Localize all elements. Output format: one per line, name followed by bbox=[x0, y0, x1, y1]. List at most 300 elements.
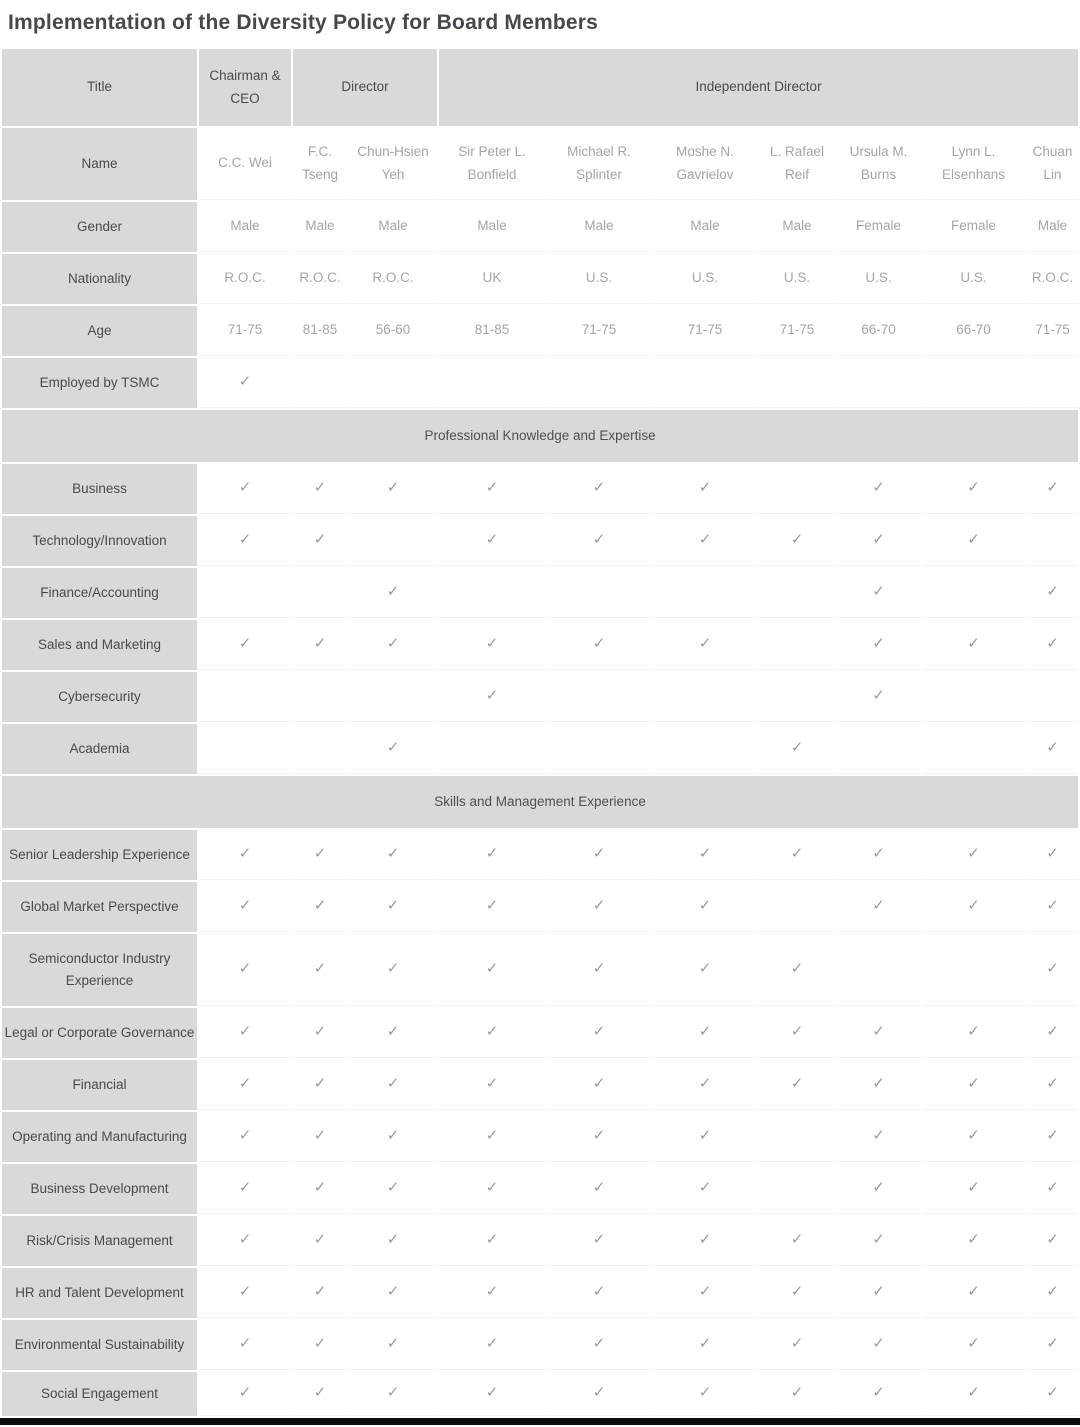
check-cell bbox=[653, 672, 757, 722]
check-icon: ✓ bbox=[485, 897, 499, 915]
row-label: Finance/Accounting bbox=[2, 568, 197, 618]
value-cell: 66-70 bbox=[837, 306, 920, 356]
check-cell bbox=[349, 1164, 437, 1214]
value-cell: U.S. bbox=[759, 254, 835, 304]
check-cell bbox=[293, 358, 347, 408]
check-cell bbox=[837, 1216, 920, 1266]
check-icon: ✓ bbox=[1046, 479, 1059, 497]
check-cell bbox=[922, 1164, 1025, 1214]
check-cell bbox=[439, 1112, 545, 1162]
table-row bbox=[2, 1320, 1078, 1370]
check-icon: ✓ bbox=[238, 635, 252, 653]
check-cell bbox=[349, 934, 437, 1006]
check-icon: ✓ bbox=[967, 479, 980, 497]
check-icon: ✓ bbox=[1046, 960, 1059, 978]
value-cell: Male bbox=[759, 202, 835, 252]
value-cell: C.C. Wei bbox=[199, 128, 291, 200]
check-cell bbox=[199, 1060, 291, 1110]
check-icon: ✓ bbox=[592, 845, 606, 863]
value-cell: Male bbox=[199, 202, 291, 252]
check-cell bbox=[349, 882, 437, 932]
check-icon: ✓ bbox=[485, 1384, 499, 1402]
check-cell bbox=[349, 1112, 437, 1162]
check-cell bbox=[439, 1164, 545, 1214]
check-icon: ✓ bbox=[313, 479, 327, 497]
page-title: Implementation of the Diversity Policy for Board Members bbox=[8, 11, 598, 34]
check-icon: ✓ bbox=[386, 960, 400, 978]
check-cell bbox=[653, 1112, 757, 1162]
check-cell bbox=[653, 1008, 757, 1058]
check-cell bbox=[759, 1164, 835, 1214]
value-cell: Moshe N. Gavrielov bbox=[653, 128, 757, 200]
value-cell: 71-75 bbox=[759, 306, 835, 356]
check-cell bbox=[349, 620, 437, 670]
table-row bbox=[2, 1268, 1078, 1318]
check-icon: ✓ bbox=[967, 1179, 980, 1197]
check-cell bbox=[1027, 1216, 1078, 1266]
row-label: Employed by TSMC bbox=[2, 358, 197, 408]
column-group-header: Chairman & CEO bbox=[199, 49, 291, 126]
check-cell bbox=[653, 1320, 757, 1370]
check-cell bbox=[199, 1112, 291, 1162]
value-cell: U.S. bbox=[547, 254, 651, 304]
check-cell bbox=[293, 882, 347, 932]
check-cell bbox=[922, 1372, 1025, 1416]
check-icon: ✓ bbox=[238, 1023, 252, 1041]
row-label: Academia bbox=[2, 724, 197, 774]
check-cell bbox=[547, 516, 651, 566]
check-icon: ✓ bbox=[698, 1231, 712, 1249]
check-icon: ✓ bbox=[967, 1023, 980, 1041]
value-cell: Male bbox=[547, 202, 651, 252]
check-cell bbox=[439, 724, 545, 774]
table-row bbox=[2, 830, 1078, 880]
check-icon: ✓ bbox=[238, 1335, 252, 1353]
value-cell: L. Rafael Reif bbox=[759, 128, 835, 200]
check-icon: ✓ bbox=[386, 583, 400, 601]
value-cell: R.O.C. bbox=[349, 254, 437, 304]
check-cell bbox=[439, 934, 545, 1006]
check-cell bbox=[439, 830, 545, 880]
value-cell: R.O.C. bbox=[293, 254, 347, 304]
check-icon: ✓ bbox=[872, 635, 885, 653]
check-cell bbox=[293, 724, 347, 774]
check-cell bbox=[837, 1320, 920, 1370]
table-body bbox=[2, 49, 1078, 1416]
check-cell bbox=[653, 1372, 757, 1416]
check-cell bbox=[653, 934, 757, 1006]
table-row bbox=[2, 128, 1078, 200]
check-icon: ✓ bbox=[485, 960, 499, 978]
check-icon: ✓ bbox=[967, 1127, 980, 1145]
check-icon: ✓ bbox=[485, 635, 499, 653]
check-cell bbox=[349, 568, 437, 618]
check-cell bbox=[653, 1060, 757, 1110]
check-icon: ✓ bbox=[967, 1231, 980, 1249]
value-cell: Male bbox=[1027, 202, 1078, 252]
value-cell: Female bbox=[922, 202, 1025, 252]
value-cell: 81-85 bbox=[439, 306, 545, 356]
table-row bbox=[2, 1216, 1078, 1266]
check-cell bbox=[837, 934, 920, 1006]
check-cell bbox=[439, 1320, 545, 1370]
check-cell bbox=[349, 1320, 437, 1370]
check-cell bbox=[1027, 358, 1078, 408]
check-icon: ✓ bbox=[313, 1231, 327, 1249]
check-cell bbox=[922, 620, 1025, 670]
check-icon: ✓ bbox=[872, 1179, 885, 1197]
check-icon: ✓ bbox=[313, 1179, 327, 1197]
check-icon: ✓ bbox=[698, 635, 712, 653]
check-cell bbox=[837, 568, 920, 618]
check-icon: ✓ bbox=[313, 1384, 327, 1402]
check-icon: ✓ bbox=[592, 1283, 606, 1301]
check-icon: ✓ bbox=[238, 479, 252, 497]
check-cell bbox=[759, 672, 835, 722]
check-icon: ✓ bbox=[967, 1075, 980, 1093]
check-icon: ✓ bbox=[872, 1075, 885, 1093]
table-row bbox=[2, 516, 1078, 566]
row-label: Legal or Corporate Governance bbox=[2, 1008, 197, 1058]
check-icon: ✓ bbox=[592, 1231, 606, 1249]
check-icon: ✓ bbox=[592, 1335, 606, 1353]
check-icon: ✓ bbox=[386, 1023, 400, 1041]
check-icon: ✓ bbox=[592, 1023, 606, 1041]
check-icon: ✓ bbox=[238, 1231, 252, 1249]
check-cell bbox=[547, 1216, 651, 1266]
table-row bbox=[2, 306, 1078, 356]
check-cell bbox=[759, 358, 835, 408]
row-label: Global Market Perspective bbox=[2, 882, 197, 932]
table-row bbox=[2, 202, 1078, 252]
check-cell bbox=[653, 358, 757, 408]
check-icon: ✓ bbox=[872, 687, 885, 705]
check-cell bbox=[653, 830, 757, 880]
check-cell bbox=[759, 830, 835, 880]
table-row bbox=[2, 568, 1078, 618]
check-icon: ✓ bbox=[698, 1384, 712, 1402]
check-cell bbox=[759, 882, 835, 932]
check-cell bbox=[349, 830, 437, 880]
check-icon: ✓ bbox=[313, 960, 327, 978]
check-cell bbox=[837, 672, 920, 722]
table-row bbox=[2, 1112, 1078, 1162]
check-cell bbox=[199, 830, 291, 880]
check-cell bbox=[1027, 568, 1078, 618]
check-icon: ✓ bbox=[1046, 1283, 1059, 1301]
board-diversity-table bbox=[0, 47, 1080, 1418]
check-cell bbox=[922, 568, 1025, 618]
check-cell bbox=[922, 724, 1025, 774]
value-cell: Female bbox=[837, 202, 920, 252]
row-label: Cybersecurity bbox=[2, 672, 197, 722]
check-cell bbox=[547, 358, 651, 408]
check-cell bbox=[349, 1372, 437, 1416]
check-cell bbox=[653, 1268, 757, 1318]
column-group-header: Independent Director bbox=[439, 49, 1078, 126]
row-label: Financial bbox=[2, 1060, 197, 1110]
check-cell bbox=[1027, 1268, 1078, 1318]
check-cell bbox=[199, 1164, 291, 1214]
check-icon: ✓ bbox=[313, 1023, 327, 1041]
check-icon: ✓ bbox=[967, 897, 980, 915]
row-label: Sales and Marketing bbox=[2, 620, 197, 670]
check-cell bbox=[547, 1112, 651, 1162]
check-cell bbox=[293, 620, 347, 670]
row-label: Social Engagement bbox=[2, 1372, 197, 1416]
check-cell bbox=[199, 724, 291, 774]
check-icon: ✓ bbox=[1046, 897, 1059, 915]
check-cell bbox=[439, 1216, 545, 1266]
check-cell bbox=[293, 1164, 347, 1214]
value-cell: 66-70 bbox=[922, 306, 1025, 356]
check-cell bbox=[837, 1060, 920, 1110]
check-cell bbox=[199, 882, 291, 932]
check-cell bbox=[653, 464, 757, 514]
check-cell bbox=[653, 724, 757, 774]
check-cell bbox=[759, 1008, 835, 1058]
check-cell bbox=[547, 1268, 651, 1318]
check-cell bbox=[837, 1372, 920, 1416]
check-cell bbox=[759, 724, 835, 774]
value-cell: R.O.C. bbox=[199, 254, 291, 304]
row-label: Age bbox=[2, 306, 197, 356]
check-cell bbox=[1027, 464, 1078, 514]
check-icon: ✓ bbox=[1046, 1023, 1059, 1041]
check-cell bbox=[759, 1112, 835, 1162]
check-icon: ✓ bbox=[386, 1075, 400, 1093]
check-icon: ✓ bbox=[485, 1127, 499, 1145]
value-cell: Male bbox=[293, 202, 347, 252]
check-icon: ✓ bbox=[790, 960, 804, 978]
value-cell: 71-75 bbox=[1027, 306, 1078, 356]
check-cell bbox=[199, 1008, 291, 1058]
value-cell: Male bbox=[349, 202, 437, 252]
check-icon: ✓ bbox=[967, 1283, 980, 1301]
table-row bbox=[2, 1008, 1078, 1058]
check-cell bbox=[922, 1320, 1025, 1370]
check-icon: ✓ bbox=[1046, 1179, 1059, 1197]
check-cell bbox=[837, 464, 920, 514]
check-cell bbox=[837, 1164, 920, 1214]
row-label: Gender bbox=[2, 202, 197, 252]
row-label: Name bbox=[2, 128, 197, 200]
check-cell bbox=[349, 516, 437, 566]
check-icon: ✓ bbox=[313, 635, 327, 653]
check-icon: ✓ bbox=[1046, 845, 1059, 863]
check-cell bbox=[547, 568, 651, 618]
check-cell bbox=[199, 1372, 291, 1416]
check-icon: ✓ bbox=[872, 531, 885, 549]
check-icon: ✓ bbox=[967, 1335, 980, 1353]
check-cell bbox=[922, 358, 1025, 408]
check-icon: ✓ bbox=[386, 739, 400, 757]
check-cell bbox=[1027, 516, 1078, 566]
check-icon: ✓ bbox=[485, 1231, 499, 1249]
check-cell bbox=[199, 672, 291, 722]
check-cell bbox=[293, 672, 347, 722]
row-label: Technology/Innovation bbox=[2, 516, 197, 566]
check-icon: ✓ bbox=[592, 1384, 606, 1402]
table-row bbox=[2, 464, 1078, 514]
check-icon: ✓ bbox=[592, 531, 606, 549]
check-cell bbox=[199, 1320, 291, 1370]
check-icon: ✓ bbox=[790, 1075, 804, 1093]
check-icon: ✓ bbox=[790, 1023, 804, 1041]
column-group-header: Director bbox=[293, 49, 437, 126]
check-cell bbox=[922, 882, 1025, 932]
check-cell bbox=[759, 1320, 835, 1370]
value-cell: 71-75 bbox=[199, 306, 291, 356]
check-cell bbox=[759, 516, 835, 566]
check-icon: ✓ bbox=[967, 1384, 980, 1402]
check-cell bbox=[1027, 1164, 1078, 1214]
row-label: Business Development bbox=[2, 1164, 197, 1214]
check-icon: ✓ bbox=[485, 1335, 499, 1353]
check-cell bbox=[653, 620, 757, 670]
check-cell bbox=[837, 1112, 920, 1162]
check-cell bbox=[547, 830, 651, 880]
check-icon: ✓ bbox=[238, 897, 252, 915]
check-icon: ✓ bbox=[386, 897, 400, 915]
check-icon: ✓ bbox=[238, 531, 252, 549]
row-label: Risk/Crisis Management bbox=[2, 1216, 197, 1266]
check-icon: ✓ bbox=[872, 897, 885, 915]
check-icon: ✓ bbox=[485, 1023, 499, 1041]
check-icon: ✓ bbox=[872, 1384, 885, 1402]
table-row bbox=[2, 672, 1078, 722]
row-label: Title bbox=[2, 49, 197, 126]
value-cell: U.S. bbox=[837, 254, 920, 304]
check-icon: ✓ bbox=[238, 1283, 252, 1301]
check-icon: ✓ bbox=[790, 739, 804, 757]
table-row bbox=[2, 1372, 1078, 1416]
check-icon: ✓ bbox=[313, 897, 327, 915]
check-cell bbox=[349, 464, 437, 514]
check-icon: ✓ bbox=[698, 1075, 712, 1093]
check-cell bbox=[547, 672, 651, 722]
check-cell bbox=[922, 464, 1025, 514]
check-cell bbox=[349, 1268, 437, 1318]
value-cell: UK bbox=[439, 254, 545, 304]
check-cell bbox=[293, 516, 347, 566]
check-cell bbox=[199, 934, 291, 1006]
check-cell bbox=[199, 620, 291, 670]
check-cell bbox=[922, 1216, 1025, 1266]
table-row bbox=[2, 934, 1078, 1006]
check-icon: ✓ bbox=[592, 479, 606, 497]
check-cell bbox=[759, 1216, 835, 1266]
check-cell bbox=[547, 1164, 651, 1214]
row-label: Environmental Sustainability bbox=[2, 1320, 197, 1370]
check-icon: ✓ bbox=[592, 635, 606, 653]
check-icon: ✓ bbox=[790, 845, 804, 863]
check-cell bbox=[837, 882, 920, 932]
check-cell bbox=[922, 1268, 1025, 1318]
check-icon: ✓ bbox=[485, 1179, 499, 1197]
check-icon: ✓ bbox=[485, 1283, 499, 1301]
check-cell bbox=[547, 1008, 651, 1058]
check-cell bbox=[293, 1372, 347, 1416]
table-row bbox=[2, 358, 1078, 408]
check-cell bbox=[293, 1060, 347, 1110]
check-icon: ✓ bbox=[790, 1384, 804, 1402]
check-cell bbox=[547, 1060, 651, 1110]
check-icon: ✓ bbox=[238, 960, 252, 978]
check-cell bbox=[439, 1060, 545, 1110]
check-cell bbox=[439, 1268, 545, 1318]
check-cell bbox=[922, 830, 1025, 880]
check-icon: ✓ bbox=[592, 897, 606, 915]
check-icon: ✓ bbox=[386, 1179, 400, 1197]
check-cell bbox=[1027, 830, 1078, 880]
check-icon: ✓ bbox=[1046, 635, 1059, 653]
value-cell: Male bbox=[439, 202, 545, 252]
row-label: Semiconductor Industry Experience bbox=[2, 934, 197, 1006]
check-icon: ✓ bbox=[485, 479, 499, 497]
value-cell: 56-60 bbox=[349, 306, 437, 356]
table-row bbox=[2, 620, 1078, 670]
table-row bbox=[2, 254, 1078, 304]
check-cell bbox=[547, 464, 651, 514]
value-cell: Male bbox=[653, 202, 757, 252]
check-cell bbox=[439, 464, 545, 514]
check-cell bbox=[547, 1320, 651, 1370]
check-cell bbox=[293, 1268, 347, 1318]
check-cell bbox=[653, 882, 757, 932]
check-cell bbox=[439, 672, 545, 722]
check-cell bbox=[653, 1164, 757, 1214]
check-cell bbox=[759, 1060, 835, 1110]
check-icon: ✓ bbox=[872, 1127, 885, 1145]
check-cell bbox=[922, 934, 1025, 1006]
check-icon: ✓ bbox=[1046, 1384, 1059, 1402]
check-icon: ✓ bbox=[313, 1127, 327, 1145]
check-icon: ✓ bbox=[592, 1075, 606, 1093]
check-icon: ✓ bbox=[238, 1179, 252, 1197]
check-cell bbox=[547, 1372, 651, 1416]
check-icon: ✓ bbox=[485, 531, 499, 549]
check-icon: ✓ bbox=[967, 635, 980, 653]
check-cell bbox=[837, 1008, 920, 1058]
check-cell bbox=[759, 464, 835, 514]
check-icon: ✓ bbox=[967, 845, 980, 863]
check-icon: ✓ bbox=[238, 1075, 252, 1093]
check-cell bbox=[837, 620, 920, 670]
check-icon: ✓ bbox=[1046, 1127, 1059, 1145]
value-cell: Michael R. Splinter bbox=[547, 128, 651, 200]
check-cell bbox=[199, 1216, 291, 1266]
table-row bbox=[2, 724, 1078, 774]
bottom-divider-bar bbox=[0, 1418, 1080, 1425]
value-cell: R.O.C. bbox=[1027, 254, 1078, 304]
check-cell bbox=[837, 830, 920, 880]
check-icon: ✓ bbox=[967, 531, 980, 549]
table-row bbox=[2, 1060, 1078, 1110]
check-cell bbox=[293, 1112, 347, 1162]
check-icon: ✓ bbox=[313, 531, 327, 549]
check-cell bbox=[199, 464, 291, 514]
check-cell bbox=[759, 934, 835, 1006]
check-icon: ✓ bbox=[592, 1127, 606, 1145]
check-cell bbox=[439, 1008, 545, 1058]
check-icon: ✓ bbox=[698, 1127, 712, 1145]
table-row bbox=[2, 1164, 1078, 1214]
check-cell bbox=[837, 358, 920, 408]
section-header-row bbox=[2, 776, 1078, 828]
check-cell bbox=[293, 1008, 347, 1058]
value-cell: Chun-Hsien Yeh bbox=[349, 128, 437, 200]
